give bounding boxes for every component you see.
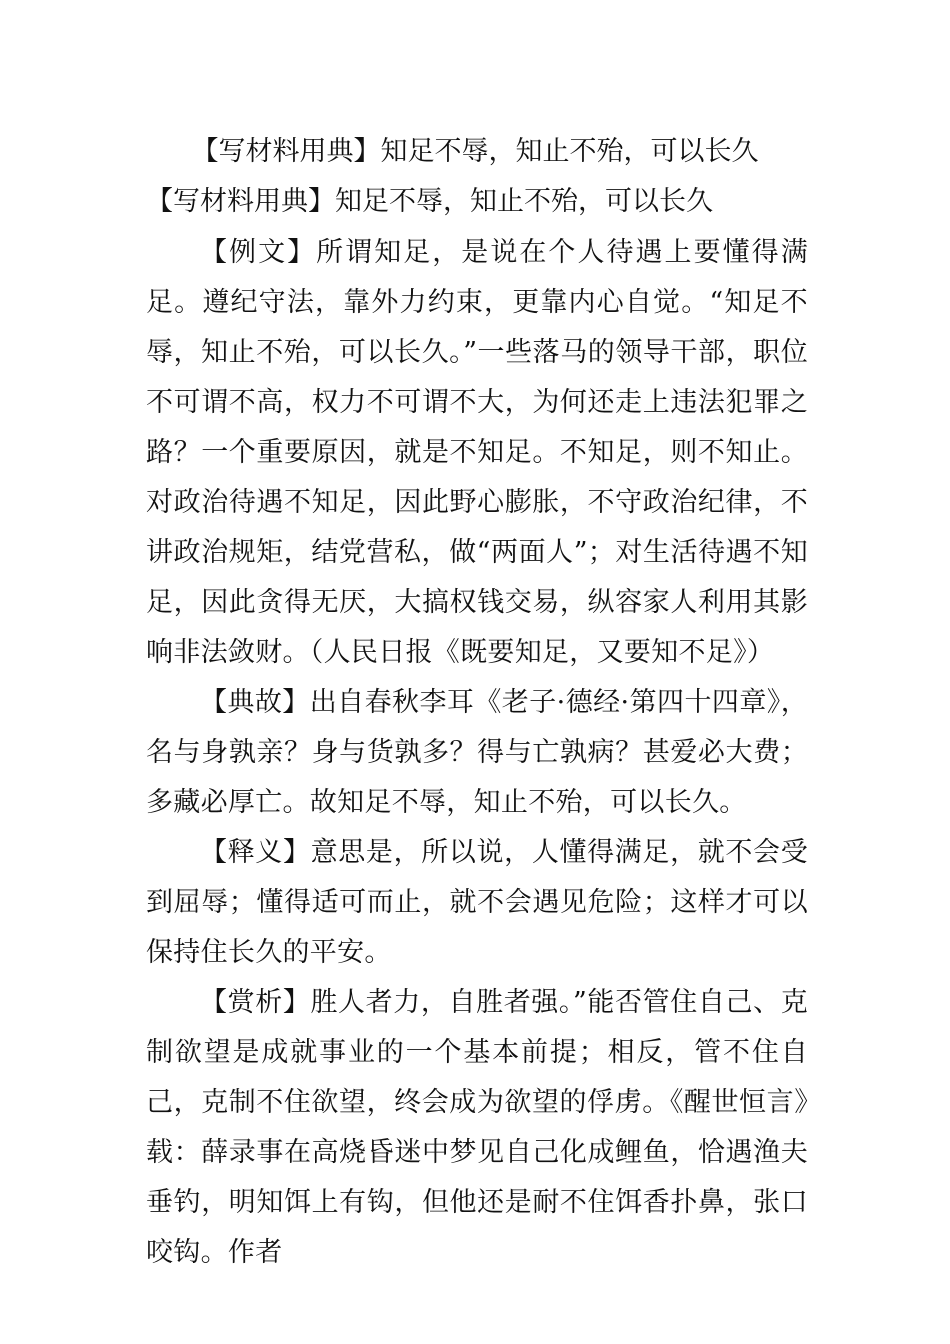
document-body bbox=[146, 228, 808, 1278]
section-label-example: 【例文】 bbox=[200, 237, 317, 268]
document-subtitle: 【写材料用典】知足不辱，知止不殆，可以长久 bbox=[146, 186, 713, 217]
document-title: 【写材料用典】知足不辱，知止不殆，可以长久 bbox=[191, 136, 759, 167]
section-text-example: 所谓知足，是说在个人待遇上要懂得满足。遵纪守法，靠外力约束，更靠内心自觉。“知足不辱，知止不殆，可以长久。”一些落马的领导干部，职位不可谓不高，权力不可谓不大，为何还走上违法犯罪之路？一个重要原因，就是不知足。不知足，则不知止。对政治待遇不知足，因此野心膨胀，不守政治纪律，不讲政治规矩，结党营私，做“两面人”；对生活待遇不知足，因此贪得无厌，大搞权钱交易，纵容家人利用其影响非法敛财。（人民日报《既要知足，又要知不足》） bbox=[146, 237, 808, 668]
section-text-appreciation: 胜人者力，自胜者强。”能否管住自己、克制欲望是成就事业的一个基本前提；相反，管不住自己，克制不住欲望，终会成为欲望的俘虏。《醒世恒言》载：薛录事在高烧昏迷中梦见自己化成鲤鱼，恰遇渔夫垂钓，明知饵上有钩，但他还是耐不住饵香扑鼻，张口咬钩。作者 bbox=[146, 987, 808, 1268]
section-label-allusion: 【典故】 bbox=[200, 687, 310, 718]
paragraph-appreciation bbox=[146, 978, 808, 1278]
paragraph-example bbox=[146, 228, 808, 678]
section-label-meaning: 【释义】 bbox=[200, 837, 311, 868]
section-text-allusion: 出自春秋李耳《老子·德经·第四十四章》，名与身孰亲？身与货孰多？得与亡孰病？甚爱必大费；多藏必厚亡。故知足不辱，知止不殆，可以长久。 bbox=[146, 687, 808, 818]
section-text-meaning: 意思是，所以说，人懂得满足，就不会受到屈辱；懂得适可而止，就不会遇见危险；这样才可以保持住长久的平安。 bbox=[146, 837, 808, 968]
paragraph-meaning bbox=[146, 828, 808, 978]
paragraph-allusion bbox=[146, 678, 808, 828]
section-label-appreciation: 【赏析】 bbox=[200, 987, 311, 1018]
